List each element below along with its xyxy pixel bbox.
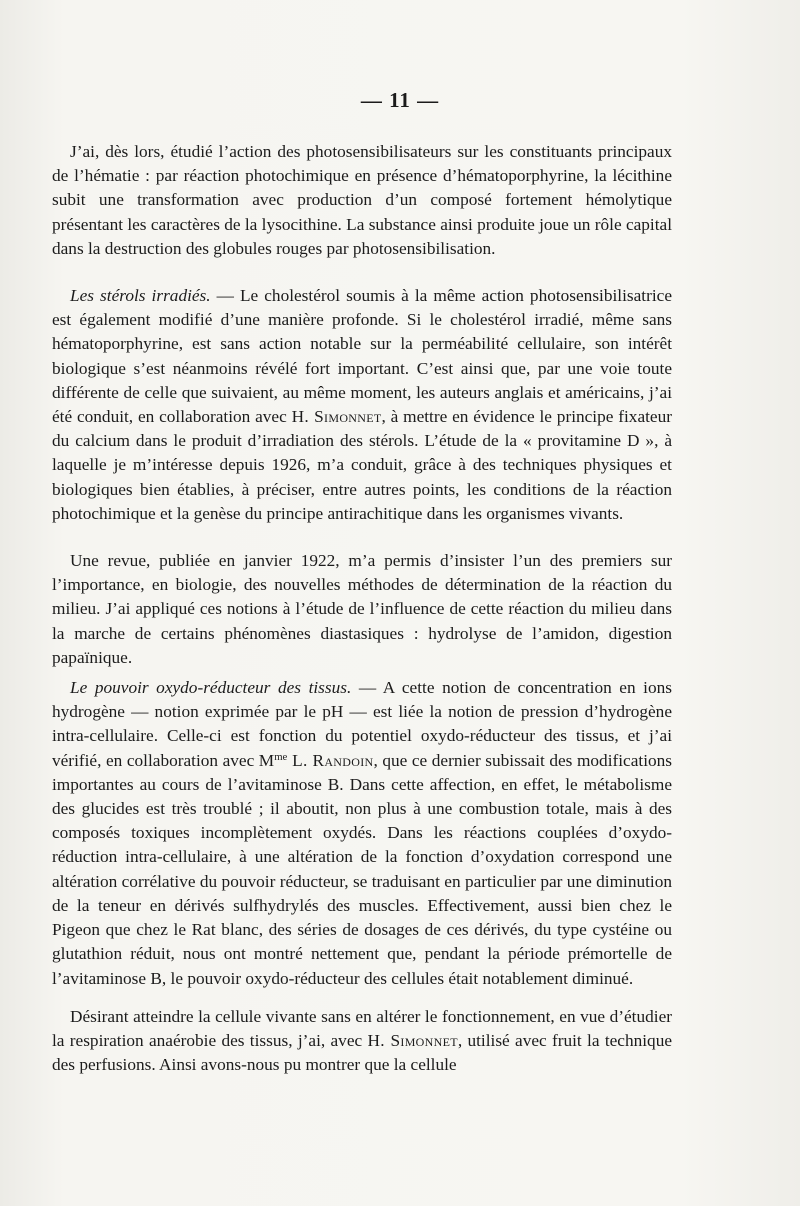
author-name: L. Randoin [287,750,374,770]
paragraph-text: , utilisé avec fruit la technique des perfusions. Ainsi avons-nous pu montrer que la cellule [52,1030,673,1075]
author-name: H. Simonnet [291,407,382,427]
paragraph-text: Une revue, publiée en janvier 1922, m’a permis d’insister l’un des premiers sur l’importance, en biologie, des nouvelles méthodes de détermination de la réaction du milieu. J’ai appliqué ces notions à l’étude de l’influence de cette réaction du milieu dans la marche de certains phénomènes diastasiques : hydrolyse de l’amidon, digestion papaïnique. [52,551,672,667]
author-name: H. Simonnet [367,1030,458,1050]
paragraph-text: Désirant atteindre la cellule vivante sans en altérer le fonctionnement, en vue d’étudier la respiration anaérobie des tissus, j’ai, avec [52,1006,672,1050]
paragraph-text: J’ai, dès lors, étudié l’action des photosensibilisateurs sur les constituants principaux de l’hématie : par réaction photochimique en présence d’hématoporphyrine, la lécithine subit une transformation avec production d’un composé fortement hémolytique présentant les caractères de la lysocithine. La substance ainsi produite joue un rôle capital dans la destruction des globules rouges par photosensibilisation. [52,142,672,258]
body-text [52,140,672,1077]
section-heading-sterols: Les stérols irradiés. [70,286,211,306]
paragraph-ph-review [52,549,672,670]
page-number: — 11 — [360,88,440,112]
title-superscript: me [274,750,288,763]
paragraph-photosensitizers [52,140,672,261]
paragraph-redox [52,676,672,991]
paragraph-text: — Le cholestérol soumis à la même action photosensibilisatrice est également modifié d’une manière profonde. Si le cholestérol irradié, même sans hématoporphyrine, est sans action notable sur la perméabilité cellulaire, son intérêt biologique s’est néanmoins révélé fort important. C’est ainsi que, par une voie toute différente de celle que suivaient, au même moment, les auteurs anglais et américains, j’ai été conduit, en collaboration avec [52,286,672,427]
paragraph-perfusion [52,1005,672,1078]
paragraph-text: , que ce dernier subissait des modifications importantes au cours de l’avitaminose B. Dans cette affection, en effet, le métabolisme des glucides est très troublé ; il aboutit, non plus à une combustion totale, mais à des composés toxiques incomplètement oxydés. Dans les réactions couplées d’oxydo-réduction intra-cellulaire, à une altération de la fonction d’oxydation correspond une altération corrélative du pouvoir réducteur, se traduisant en particulier par une diminution de la teneur en dérivés sulfhydrylés des muscles. Effectivement, aussi bien chez le Pigeon que chez le Rat blanc, des séries de dosages de ces dérivés, du type cystéine ou glutathion réduit, nous ont montré nettement que, pendant la période prémortelle de l’avitaminose B, le pouvoir oxydo-réducteur des cellules était notablement diminué. [52,750,673,988]
paragraph-text: , à mettre en évidence le principe fixateur du calcium dans le produit d’irradiation des stérols. L’étude de la « provitamine D », à laquelle je m’intéresse depuis 1926, m’a conduit, grâce à des techniques physiques et biologiques bien établies, à préciser, entre autres points, les conditions de la réaction photochimique et la genèse du principe antirachitique dans les organismes vivants. [52,407,672,523]
paragraph-text: — A cette notion de concentration en ions hydrogène — notion exprimée par le pH — est liée la notion de pression d’hydrogène intra-cellulaire. Celle-ci est fonction du potentiel oxydo-réducteur des tissus, et j’ai vérifié, en collaboration avec M [52,678,672,770]
section-heading-redox: Le pouvoir oxydo-réducteur des tissus. [70,678,352,698]
paragraph-sterols [52,284,672,526]
